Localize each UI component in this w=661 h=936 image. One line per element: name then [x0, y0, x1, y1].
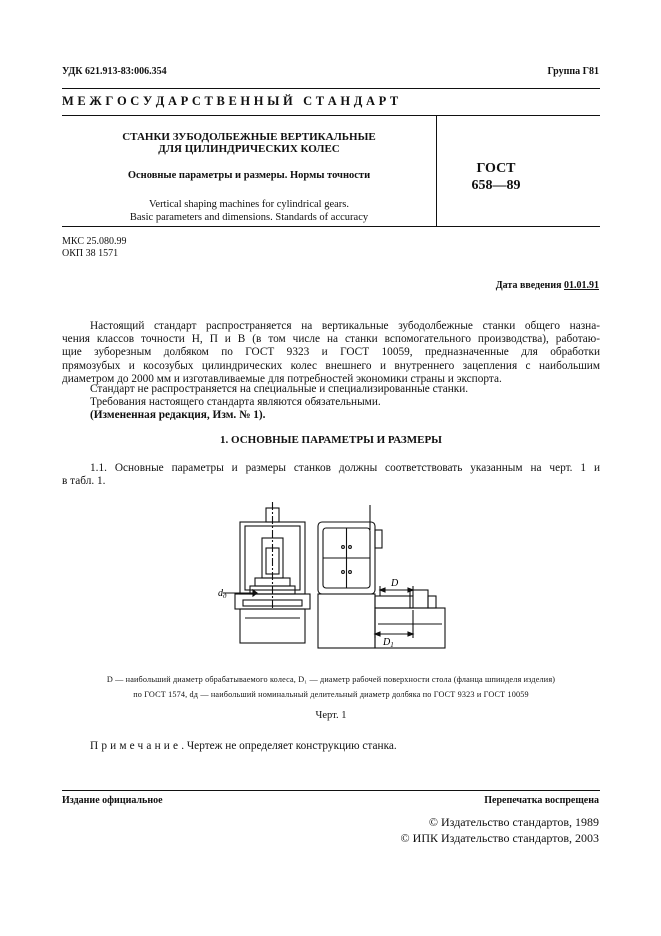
- gost-code: 658—89: [471, 178, 521, 193]
- copyright-block: [401, 814, 599, 846]
- clause-line-2: в табл. 1.: [62, 475, 106, 488]
- figure-caption: [62, 672, 600, 702]
- title-rule: [62, 226, 600, 227]
- banner-rule: [62, 115, 600, 116]
- d-label: D: [391, 578, 399, 589]
- caption-line-2: по ГОСТ 1574, dд — наибольший номинальный делительный диаметр долбяка по ГОСТ 9323 и ГОСТ 10059: [133, 690, 529, 699]
- mandatory-paragraph: Требования настоящего стандарта являются обязательными.: [90, 396, 381, 408]
- dd-label: $d_д$: [218, 588, 227, 600]
- amendment-note: (Измененная редакция, Изм. № 1).: [90, 409, 266, 421]
- date-label: Дата введения: [495, 280, 562, 291]
- english-title-line-2: Basic parameters and dimensions. Standards of accuracy: [129, 212, 369, 223]
- scope-line-1: Настоящий стандарт распространяется на вертикальные зубодолбежные станки общего назна-: [90, 320, 600, 332]
- scope-line-4: прямозубых и косозубых цилиндрических колес внешнего и внутреннего зацепления с наибольшим: [62, 359, 600, 372]
- effective-date: [496, 280, 599, 291]
- figure-label: Черт. 1: [315, 710, 347, 721]
- mks-code: МКС 25.080.99: [62, 236, 127, 247]
- side-base: [318, 594, 375, 648]
- banner: М Е Ж Г О С У Д А Р С Т В Е Н Н Ы Й С Т А Н Д А Р Т: [62, 94, 399, 108]
- d1-label: $D_1$: [383, 637, 394, 649]
- copyright-1989: © Издательство стандартов, 1989: [428, 815, 599, 829]
- english-title-line-1: Vertical shaping machines for cylindrical gears.: [148, 199, 349, 210]
- gost-number: [436, 160, 556, 194]
- title-line-2: ДЛЯ ЦИЛИНДРИЧЕСКИХ КОЛЕС: [158, 143, 340, 155]
- top-rule: [62, 88, 600, 89]
- side-table: [375, 596, 413, 608]
- clause-line-1: 1.1. Основные параметры и размеры станков должны соответствовать указанным на черт. 1 и: [90, 462, 600, 474]
- scope-paragraph: [62, 320, 600, 386]
- subtitle: Основные параметры и размеры. Нормы точности: [127, 170, 371, 181]
- group-code: Группа Г81: [547, 66, 599, 77]
- section-title: 1. ОСНОВНЫЕ ПАРАМЕТРЫ И РАЗМЕРЫ: [220, 434, 442, 446]
- exclusion-paragraph: Стандарт не распространяется на специальные и специализированные станки.: [90, 383, 469, 395]
- english-title: [62, 198, 436, 224]
- footer-rule: [62, 790, 600, 791]
- copyright-2003: © ИПК Издательство стандартов, 2003: [400, 831, 599, 845]
- drawing-note: [90, 740, 397, 753]
- scope-line-5: диаметром до 2000 мм и изготавливаемые для потребностей экономики страны и экспорта.: [62, 372, 502, 385]
- title-line-1: СТАНКИ ЗУБОДОЛБЕЖНЫЕ ВЕРТИКАЛЬНЫЕ: [122, 131, 376, 143]
- reprint-notice: Перепечатка воспрещена: [484, 795, 599, 806]
- official-edition: Издание официальное: [62, 795, 163, 806]
- caption-line-1: D — наибольший диаметр обрабатываемого колеса, D₁ — диаметр рабочей поверхности стола (фланца шпинделя изделия): [106, 675, 556, 684]
- machine-drawing: [215, 500, 465, 660]
- note-text: . Чертеж не определяет конструкцию станка.: [181, 740, 397, 752]
- scope-line-2: чения классов точности Н, П и В (в том числе на станки вспомогательного производства), работаю-: [62, 333, 600, 346]
- note-label: Примечание: [90, 740, 182, 752]
- scope-line-3: щие зуборезным долбяком по ГОСТ 9323 и ГОСТ 10059, предназначенные для обработки: [62, 346, 600, 359]
- front-base: [240, 609, 305, 643]
- gost-label: ГОСТ: [476, 161, 516, 176]
- classification-codes: [62, 236, 126, 260]
- udk-code: УДК 621.913-83:006.354: [62, 66, 167, 77]
- okp-code: ОКП 38 1571: [62, 248, 119, 259]
- title-block: [62, 131, 436, 155]
- clause-1-1: [62, 462, 600, 488]
- date-value: 01.01.91: [564, 280, 599, 291]
